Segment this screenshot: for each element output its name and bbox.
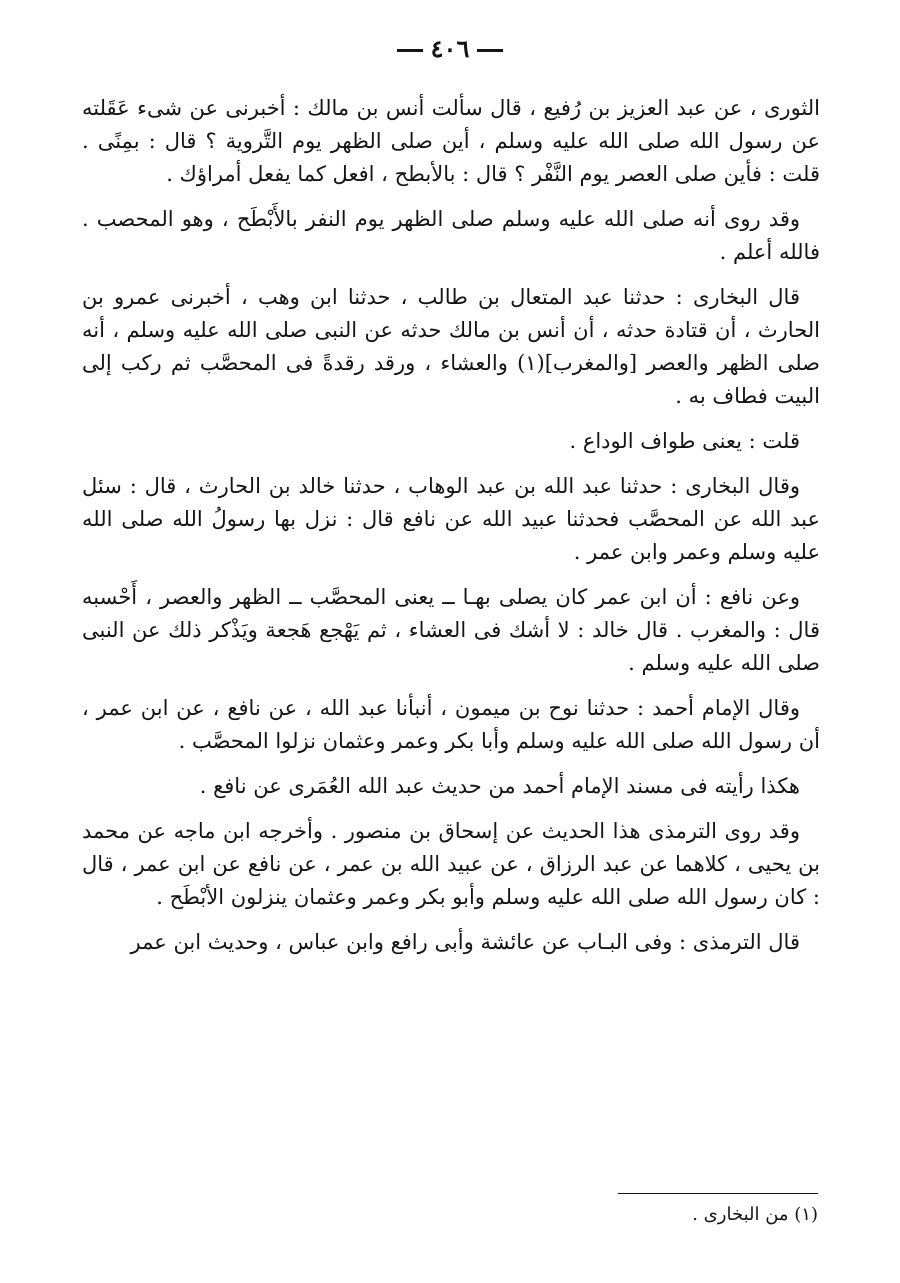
body-text: [82, 92, 820, 971]
paragraph-2: وقد روى أنه صلى الله عليه وسلم صلى الظهر يوم النفر بالأَبْطَح ، وهو المحصب . فالله أعلم .: [82, 207, 820, 264]
paragraph-4: قلت : يعنى طواف الوداع .: [569, 429, 800, 453]
paragraph-9: وقد روى الترمذى هذا الحديث عن إسحاق بن منصور . وأخرجه ابن ماجه عن محمد بن يحيى ، كلاهما عن عبد الرزاق ، عن عبيد الله بن عمر ، عن نافع عن ابن عمر ، قال : كان رسول الله صلى الله عليه وسلم وأبو بكر وعمر وعثمان ينزلون الأبْطَح .: [82, 819, 820, 909]
page-number-dash-right: [477, 49, 503, 52]
paragraph-6: وعن نافع : أن ابن عمر كان يصلى بهـا ــ يعنى المحصَّب ــ الظهر والعصر ، أَحْسبه قال : والمغرب . قال خالد : لا أشك فى العشاء ، ثم يَهْجع هَجعة ويَذْكر ذلك عن النبى صلى الله عليه وسلم .: [82, 585, 820, 675]
page-number-value: ٤٠٦: [430, 34, 470, 63]
paragraph-3: قال البخارى : حدثنا عبد المتعال بن طالب ، حدثنا ابن وهب ، أخبرنى عمرو بن الحارث ، أن قتادة حدثه ، أن أنس بن مالك حدثه عن النبى صلى الله عليه وسلم ، أنه صلى الظهر والعصر [والمغرب](١) والعشاء ، ورقد رقدةً فى المحصَّب ثم ركب إلى البيت فطاف به .: [82, 285, 820, 408]
paragraph-10: قال الترمذى : وفى البـاب عن عائشة وأبى رافع وابن عباس ، وحديث ابن عمر: [130, 930, 800, 954]
paragraph-5: وقال البخارى : حدثنا عبد الله بن عبد الوهاب ، حدثنا خالد بن الحارث ، قال : سئل عبد الله عن المحصَّب فحدثنا عبيد الله عن نافع قال : نزل بها رسولُ الله صلى الله عليه وسلم وعمر وابن عمر .: [82, 474, 820, 564]
paragraph-8: هكذا رأيته فى مسند الإمام أحمد من حديث عبد الله العُمَرى عن نافع .: [199, 774, 800, 798]
paragraph-1: الثورى ، عن عبد العزيز بن رُفيع ، قال سألت أنس بن مالك : أخبرنى عن شىء عَقَلته عن رسول الله صلى الله عليه وسلم ، أين صلى الظهر يوم التَّروية ؟ قال : بمِنًى . قلت : فأين صلى العصر يوم النَّفْر ؟ قال : بالأبطح ، افعل كما يفعل أمراؤك .: [82, 96, 820, 186]
page-number: [0, 34, 900, 63]
footnote: (١) من البخارى .: [692, 1204, 818, 1225]
footnote-divider: [618, 1193, 818, 1194]
paragraph-7: وقال الإمام أحمد : حدثنا نوح بن ميمون ، أنبأنا عبد الله ، عن نافع ، عن ابن عمر ، أن رسول الله صلى الله عليه وسلم وأبا بكر وعمر وعثمان نزلوا المحصَّب .: [82, 696, 820, 753]
page-number-dash-left: [397, 49, 423, 52]
